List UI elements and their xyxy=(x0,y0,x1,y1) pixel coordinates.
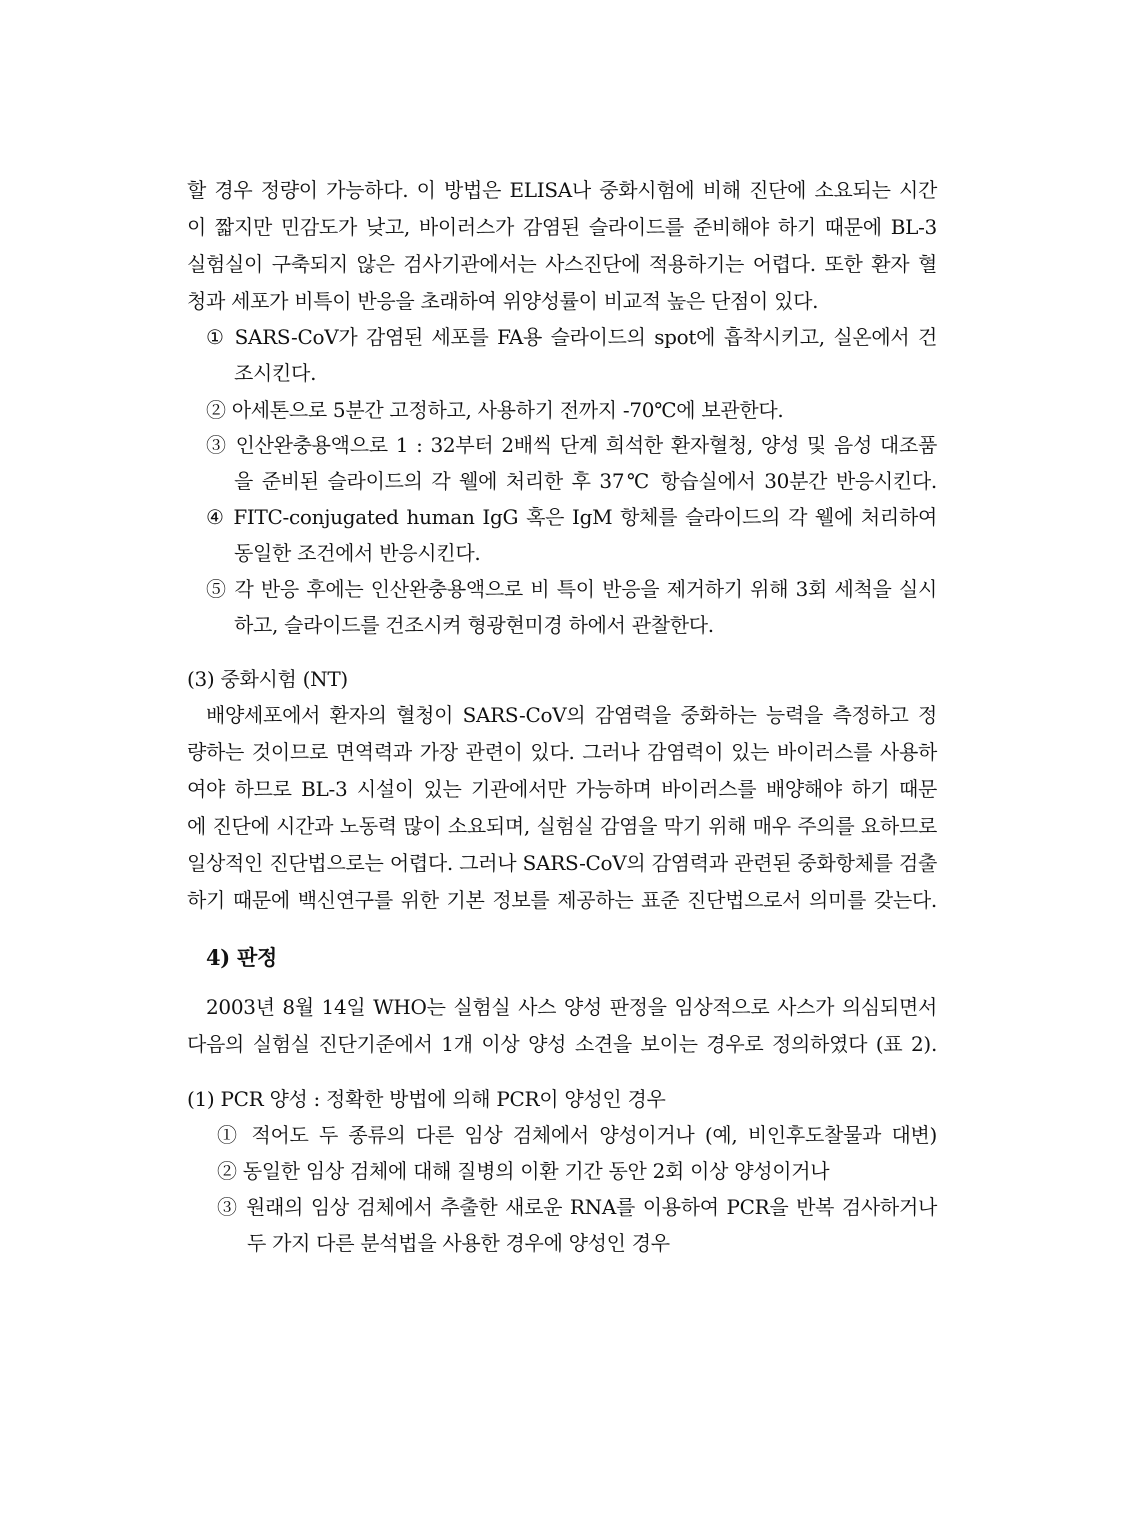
fa-step-4-line-1: ④ FITC-conjugated human IgG 혹은 IgM 항체를 슬라이드의 각 웰에 처리하여 xyxy=(206,505,937,529)
judgment-line-2: 다음의 실험실 진단기준에서 1개 이상 양성 소견을 보이는 경우로 정의하였다 (표 2). xyxy=(187,1032,937,1056)
nt-line-5: 일상적인 진단법으로는 어렵다. 그러나 SARS-CoV의 감염력과 관련된 중화항체를 검출 xyxy=(187,851,937,875)
fa-step-3-line-1: ③ 인산완충용액으로 1 : 32부터 2배씩 단계 희석한 환자혈청, 양성 및 음성 대조품 xyxy=(206,433,937,457)
pcr-item-1: ① 적어도 두 종류의 다른 임상 검체에서 양성이거나 (예, 비인후도찰물과 대변) xyxy=(217,1123,937,1147)
fa-step-1-line-2: 조시킨다. xyxy=(234,361,317,385)
fa-step-5-line-1: ⑤ 각 반응 후에는 인산완충용액으로 비 특이 반응을 제거하기 위해 3회 세척을 실시 xyxy=(206,577,937,601)
fa-step-1-line-1: ① SARS-CoV가 감염된 세포를 FA용 슬라이드의 spot에 흡착시키고, 실온에서 건 xyxy=(206,325,937,349)
fa-step-2-line-1: ② 아세톤으로 5분간 고정하고, 사용하기 전까지 -70℃에 보관한다. xyxy=(206,398,784,422)
intro-line-2: 이 짧지만 민감도가 낮고, 바이러스가 감염된 슬라이드를 준비해야 하기 때문에 BL-3 xyxy=(187,215,937,239)
intro-line-3: 실험실이 구축되지 않은 검사기관에서는 사스진단에 적용하기는 어렵다. 또한 환자 혈 xyxy=(187,252,937,276)
nt-line-2: 량하는 것이므로 면역력과 가장 관련이 있다. 그러나 감염력이 있는 바이러스를 사용하 xyxy=(187,740,937,764)
fa-step-5-line-2: 하고, 슬라이드를 건조시켜 형광현미경 하에서 관찰한다. xyxy=(234,613,714,637)
nt-section-title: (3) 중화시험 (NT) xyxy=(187,667,348,691)
judgment-heading: 4) 판정 xyxy=(206,945,277,970)
judgment-line-1: 2003년 8월 14일 WHO는 실험실 사스 양성 판정을 임상적으로 사스가 의심되면서 xyxy=(206,995,937,1019)
pcr-title: (1) PCR 양성 : 정확한 방법에 의해 PCR이 양성인 경우 xyxy=(187,1087,666,1111)
intro-line-4: 청과 세포가 비특이 반응을 초래하여 위양성률이 비교적 높은 단점이 있다. xyxy=(187,289,819,313)
fa-step-4-line-2: 동일한 조건에서 반응시킨다. xyxy=(234,541,481,565)
fa-step-3-line-2: 을 준비된 슬라이드의 각 웰에 처리한 후 37℃ 항습실에서 30분간 반응시킨다. xyxy=(234,469,937,493)
nt-line-4: 에 진단에 시간과 노동력 많이 소요되며, 실험실 감염을 막기 위해 매우 주의를 요하므로 xyxy=(187,814,937,838)
pcr-item-3-line-1: ③ 원래의 임상 검체에서 추출한 새로운 RNA를 이용하여 PCR을 반복 검사하거나 xyxy=(217,1195,937,1219)
nt-line-6: 하기 때문에 백신연구를 위한 기본 정보를 제공하는 표준 진단법으로서 의미를 갖는다. xyxy=(187,888,937,912)
nt-line-3: 여야 하므로 BL-3 시설이 있는 기관에서만 가능하며 바이러스를 배양해야 하기 때문 xyxy=(187,777,937,801)
nt-line-1: 배양세포에서 환자의 혈청이 SARS-CoV의 감염력을 중화하는 능력을 측정하고 정 xyxy=(206,703,937,727)
pcr-item-2: ② 동일한 임상 검체에 대해 질병의 이환 기간 동안 2회 이상 양성이거나 xyxy=(217,1159,830,1183)
intro-line-1: 할 경우 정량이 가능하다. 이 방법은 ELISA나 중화시험에 비해 진단에 소요되는 시간 xyxy=(187,178,937,202)
pcr-item-3-line-2: 두 가지 다른 분석법을 사용한 경우에 양성인 경우 xyxy=(247,1231,670,1255)
